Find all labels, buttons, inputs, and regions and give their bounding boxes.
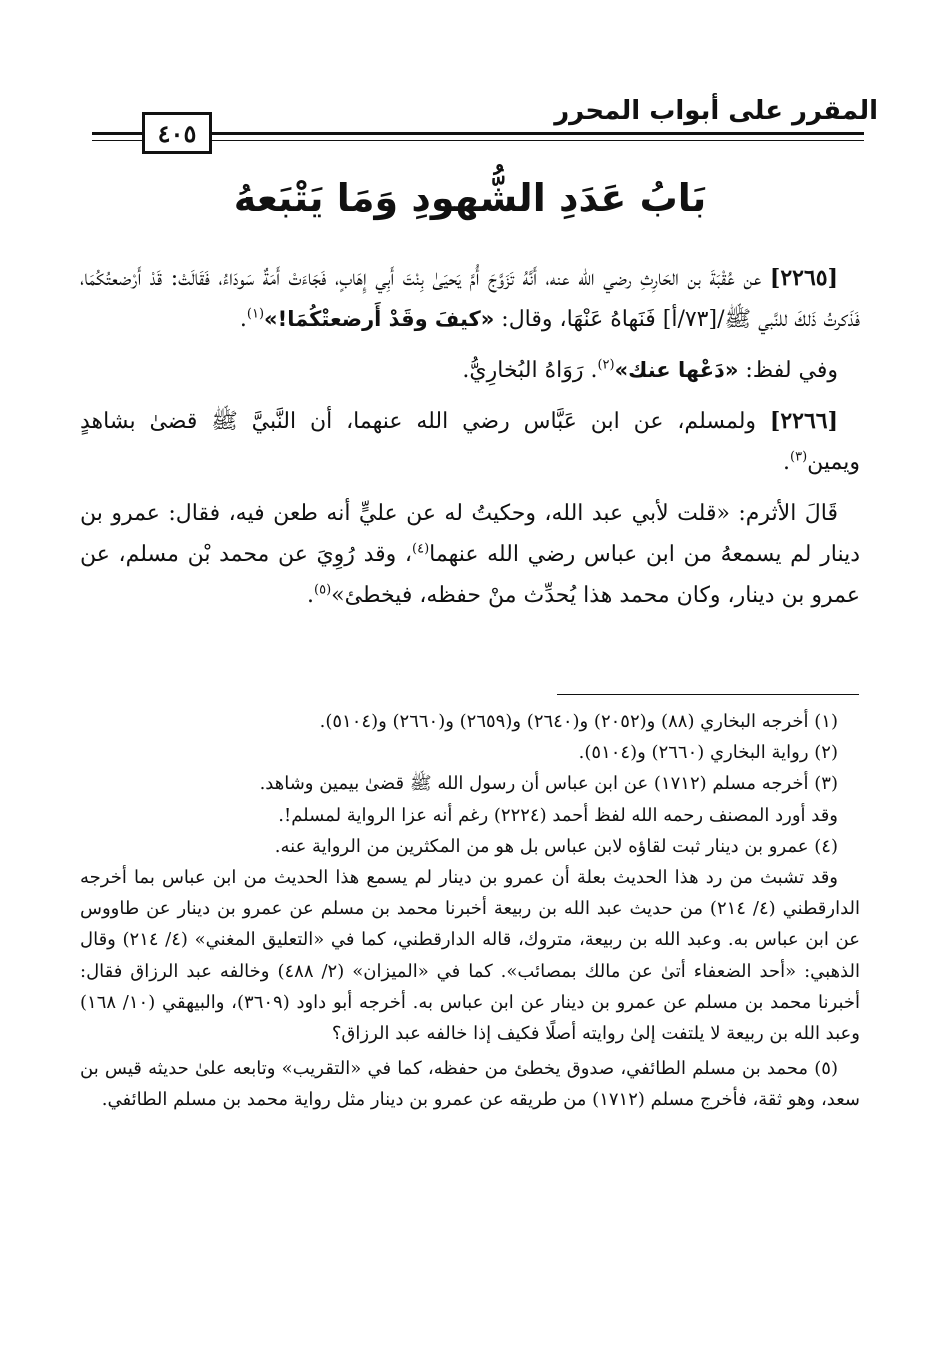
athram-paragraph — [80, 493, 860, 616]
narration-source: . رَوَاهُ البُخارِيُّ. — [462, 358, 598, 383]
footnote-4-continued: وقد تشبث من رد هذا الحديث بعلة أن عمرو بن دينار لم يسمع هذا الحديث من ابن عباس بما أخرجه الدارقطني (٤/ ٢١٤) من حديث عبد الله بن ربيعة أخبرنا محمد بن مسلم عن عمرو بن دينار عن طاووس عن ابن عباس به. وعبد الله بن ربيعة، متروك، قاله الدارقطني، كما في «التعليق المغني» (٤/ ٢١٤) وقال الذهبي: «أحد الضعفاء أتىٰ عن مالك بمصائب». كما في «الميزان» (٢/ ٤٨٨) وخالفه عبد الرزاق فقال: أخبرنا محمد بن مسلم عن عمرو بن دينار عن ابن عباس به. أخرجه أبو داود (٣٦٠٩)، والبيهقي (١٠/ ١٦٨) وعبد الله بن ربيعة لا يلتفت إلىٰ روايته أصلًا فكيف إذا خالفه عبد الرزاق؟ — [80, 867, 861, 1045]
hadith-quote: «دَعْها عنك» — [614, 358, 739, 382]
sentence-end: . — [239, 307, 247, 332]
footnote-4: (٤) عمرو بن دينار ثبت لقاؤه لابن عباس بل هو من المكثرين من الرواية عنه. — [274, 835, 838, 857]
paragraph-text: قَالَ الأثرم: «قلت لأبي عبد الله، وحكيتُ له عن عليٍّ أنه طعن فيه، فقال: عمرو بن دينار لم يسمعهُ من ابن عباس رضي الله عنهما — [80, 501, 861, 567]
hadith-number: [٢٢٦٦] — [769, 408, 838, 434]
running-title: المقرر على أبواب المحرر — [554, 96, 878, 126]
footnotes — [80, 706, 860, 1116]
sentence-end: . — [783, 450, 790, 475]
hadith-number: [٢٢٦٥] — [769, 265, 838, 291]
hadith-text: عن عُقْبَةَ بن الحَارِثِ رضي الله عنه، أَنَّهُ تَزَوَّجَ أُمَّ يَحيَىٰ بِنْتَ أَبِي إِهَابٍ، فَجَاءَتْ أَمَةٌ سَودَاءُ، فَقَالَتْ: قَدْ أَرْضعتُكُمَا، فَذَكرتُ ذَلكَ للنَّبي ﷺ/[٧٣/أ] فَنَهاهُ عَنْهَا، وقال: — [80, 266, 860, 332]
footnote-ref: (٤) — [412, 541, 430, 557]
footnote-ref: (٢) — [597, 357, 615, 373]
footnote-5: (٥) محمد بن مسلم الطائفي، صدوق يخطئ من حفظه، كما في «التقريب» وتابعه علىٰ حديثه قيس بن سعد، وهو ثقة، فأخرج مسلم (١٧١٢) من طريقه عن عمرو بن دينار مثل رواية محمد بن مسلم الطائفي. — [80, 1058, 860, 1111]
footnote-separator — [557, 694, 859, 695]
footnote-1: (١) أخرجه البخاري (٨٨) و(٢٠٥٢) و(٢٦٤٠) و(٢٦٥٩) و(٢٦٦٠) و(٥١٠٤). — [319, 711, 838, 732]
chapter-title: بَابُ عَدَدِ الشُّهودِ وَمَا يَتْبَعهُ — [233, 176, 707, 220]
footnote-2: (٢) رواية البخاري (٢٦٦٠) و(٥١٠٤). — [578, 742, 838, 764]
footnote-ref: (٣) — [790, 449, 808, 465]
footnote-ref: (١) — [246, 306, 265, 322]
paragraph-text: ، وقد رُوِيَ عن محمد بْن مسلم، عن عمرو بن دينار، وكان محمد هذا يُحدِّث منْ حفظه، فيخطئ» — [80, 542, 860, 608]
footnote-3-continued: وقد أورد المصنف رحمه الله لفظ أحمد (٢٢٢٤) رغم أنه عزا الرواية لمسلم!. — [278, 804, 838, 826]
main-text — [80, 258, 860, 626]
hadith-quote: «كيفَ وقَدْ أَرضعتْكُمَا!» — [264, 307, 495, 331]
footnote-ref: (٥) — [314, 582, 332, 598]
page-number: ٤٠٥ — [142, 112, 212, 154]
hadith-2265 — [80, 258, 860, 340]
paragraph-text: وفي لفظ: — [738, 358, 838, 383]
alternate-wording — [80, 350, 860, 391]
hadith-2266 — [80, 401, 860, 483]
sentence-end: . — [307, 583, 314, 608]
hadith-text: ولمسلم، عن ابن عَبَّاس رضي الله عنهما، أن النَّبيَّ ﷺ قضىٰ بشاهدٍ ويمين — [80, 409, 860, 475]
footnote-3: (٣) أخرجه مسلم (١٧١٢) عن ابن عباس أن رسول الله ﷺ قضىٰ بيمين وشاهد. — [259, 773, 838, 795]
